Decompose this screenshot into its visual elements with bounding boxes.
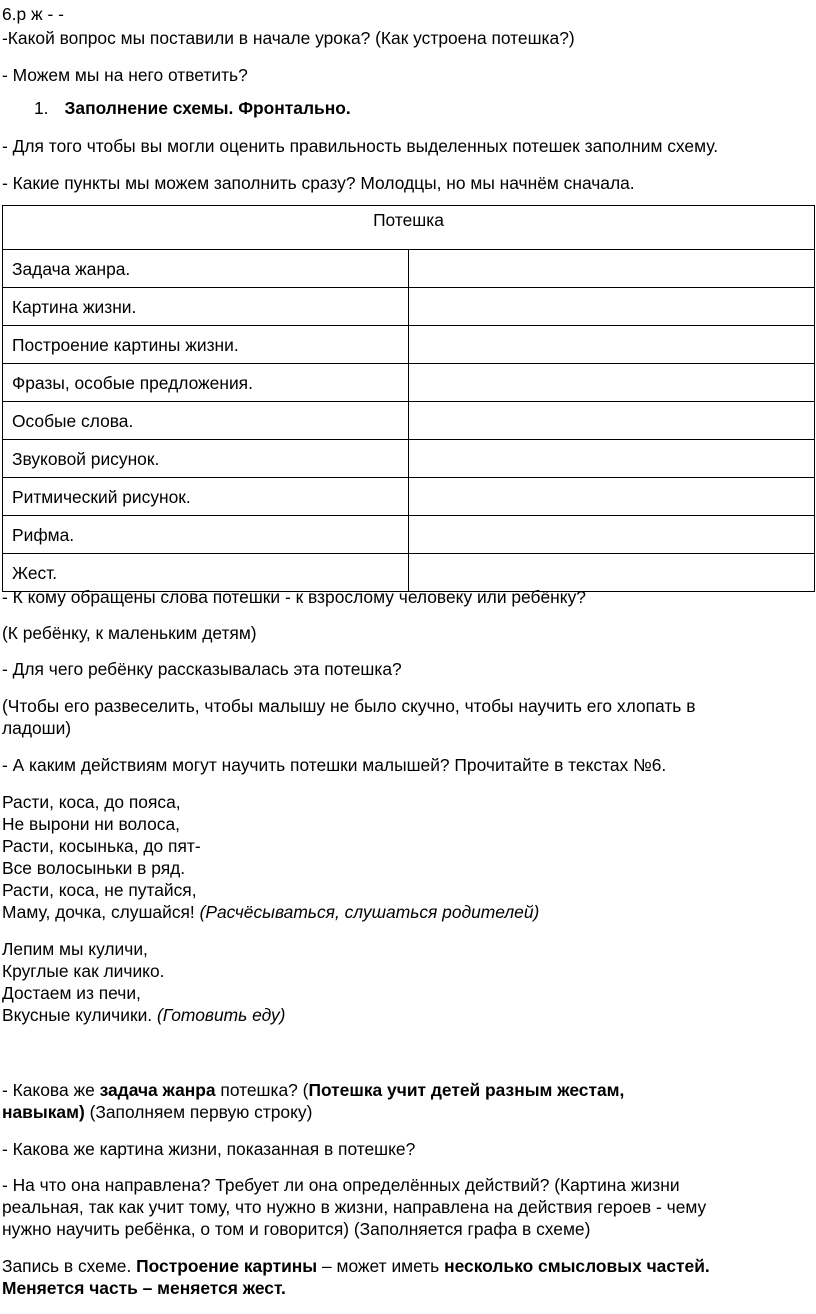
poem1-line: Маму, дочка, слушайся! [2, 902, 195, 922]
poem2-line: Круглые как личико. [2, 961, 165, 981]
text-run: Запись в схеме. [2, 1256, 137, 1276]
answer-life-line3: нужно научить ребёнка, о том и говорится) (Заполняется графа в схеме) [2, 1219, 591, 1239]
text-run-bold: навыкам) [2, 1102, 85, 1122]
text-run-bold: Построение картины [136, 1256, 318, 1276]
scheme-table [2, 205, 815, 592]
text-run: (Заполняем первую строку) [84, 1102, 313, 1122]
row-label: Рифма. [3, 516, 409, 554]
table-header: Потешка [3, 206, 815, 250]
answer-purpose-line1: (Чтобы его развеселить, чтобы малышу не было скучно, чтобы научить его хлопать в [2, 696, 696, 716]
poem1-line: Не вырони ни волоса, [2, 814, 180, 834]
table-row [3, 250, 815, 288]
table-row [3, 364, 815, 402]
instruction-paragraph: - Для того чтобы вы могли оценить правильность выделенных потешек заполним схему. [2, 136, 719, 156]
text-run-bold: несколько смысловых частей. [444, 1256, 710, 1276]
poem1-line: Расти, коса, до пояса, [2, 792, 181, 812]
row-value[interactable] [409, 250, 815, 288]
row-value[interactable] [409, 516, 815, 554]
step-title: Заполнение схемы. Фронтально. [64, 98, 351, 118]
question-answer: - Можем мы на него ответить? [2, 65, 248, 85]
row-label: Построение картины жизни. [3, 326, 409, 364]
poem2-line: Вкусные куличики. [2, 1005, 153, 1025]
row-value[interactable] [409, 364, 815, 402]
question-lesson: -Какой вопрос мы поставили в начале урока? (Как устроена потешка?) [2, 28, 575, 48]
row-value[interactable] [409, 326, 815, 364]
poem1-last-line [2, 901, 539, 923]
table-row [3, 516, 815, 554]
text-run: – может иметь [317, 1256, 445, 1276]
row-label: Жест. [3, 554, 409, 592]
row-label: Картина жизни. [3, 288, 409, 326]
scheme-record-line1 [2, 1255, 710, 1277]
question-purpose: - Для чего ребёнку рассказывалась эта потешка? [2, 659, 402, 679]
row-value[interactable] [409, 402, 815, 440]
row-label: Звуковой рисунок. [3, 440, 409, 478]
poem1-line: Все волосыньки в ряд. [2, 858, 186, 878]
step-heading [34, 97, 351, 119]
row-value[interactable] [409, 478, 815, 516]
table-row [3, 326, 815, 364]
step-number: 1. [34, 98, 49, 118]
table-row [3, 478, 815, 516]
poem1-note: (Расчёсываться, слушаться родителей) [199, 902, 540, 922]
text-run-bold: Потешка учит детей разным жестам, [308, 1080, 625, 1100]
question-life-picture: - Какова же картина жизни, показанная в потешке? [2, 1139, 416, 1159]
row-label: Задача жанра. [3, 250, 409, 288]
genre-task-line2 [2, 1101, 312, 1123]
poem2-last-line [2, 1004, 285, 1026]
row-value[interactable] [409, 288, 815, 326]
text-run: потешка? ( [215, 1080, 309, 1100]
text-run: - Какова же [2, 1080, 100, 1100]
table-header-row [3, 206, 815, 250]
poem1-line: Расти, косынька, до пят- [2, 836, 201, 856]
poem2-note: (Готовить еду) [156, 1005, 286, 1025]
table-row [3, 402, 815, 440]
row-label: Ритмический рисунок. [3, 478, 409, 516]
poem2-line: Лепим мы куличи, [2, 939, 148, 959]
answer-life-line2: реальная, так как учит тому, что нужно в жизни, направлена на действия героев - чему [2, 1197, 707, 1217]
text-run-bold: задача жанра [99, 1080, 216, 1100]
answer-purpose-line2: ладоши) [2, 718, 72, 738]
row-label: Особые слова. [3, 402, 409, 440]
header-line: 6.р ж - - [2, 4, 64, 24]
scheme-record-line2: Меняется часть – меняется жест. [2, 1278, 286, 1298]
question-paragraph: - Какие пункты мы можем заполнить сразу? Молодцы, но мы начнём сначала. [2, 173, 635, 193]
poem2-line: Достаем из печи, [2, 983, 141, 1003]
genre-task-line1 [2, 1079, 624, 1101]
question-actions: - А каким действиям могут научить потешки малышей? Прочитайте в текстах №6. [2, 755, 667, 775]
answer-life-line1: - На что она направлена? Требует ли она определённых действий? (Картина жизни [2, 1175, 680, 1195]
table-row [3, 440, 815, 478]
table-row [3, 288, 815, 326]
answer-addressee: (К ребёнку, к маленьким детям) [2, 623, 257, 643]
question-addressee: - К кому обращены слова потешки - к взрослому человеку или ребёнку? [2, 587, 586, 607]
row-label: Фразы, особые предложения. [3, 364, 409, 402]
row-value[interactable] [409, 440, 815, 478]
poem1-line: Расти, коса, не путайся, [2, 880, 197, 900]
